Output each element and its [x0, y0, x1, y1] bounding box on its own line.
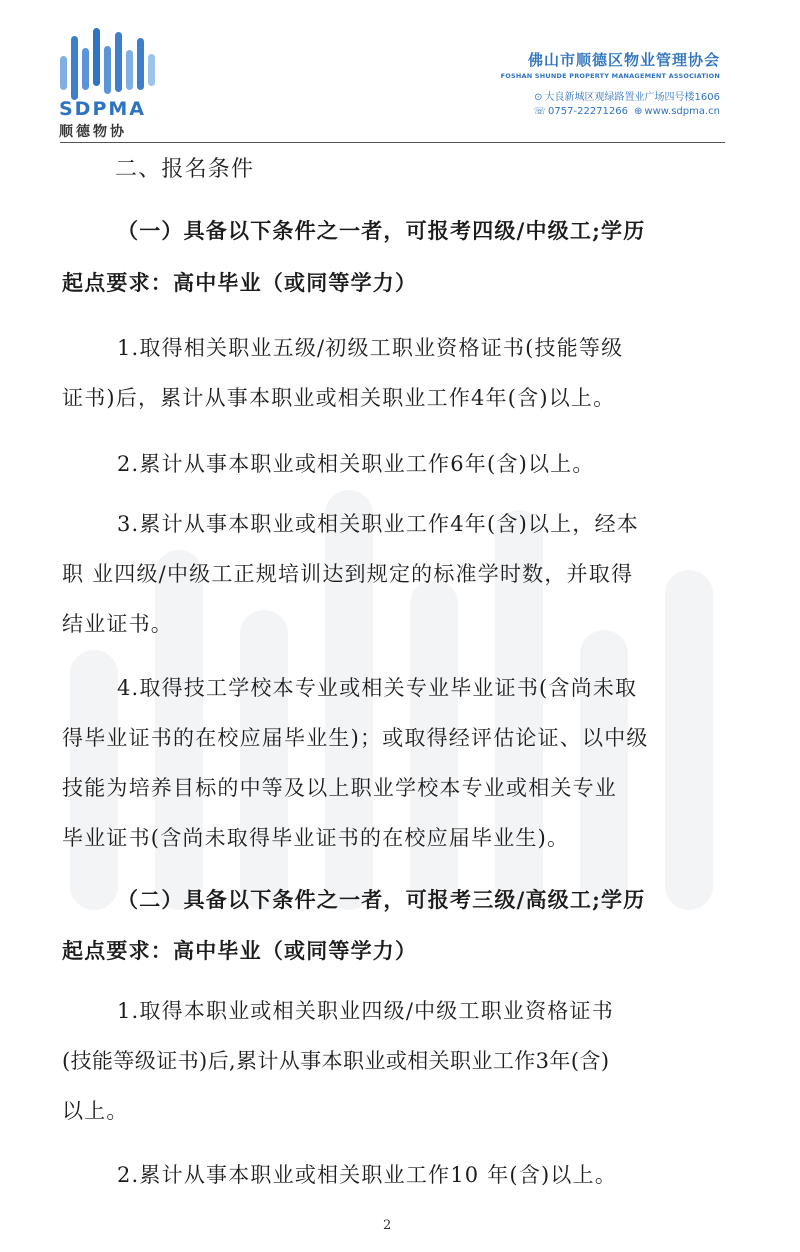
header-divider [60, 142, 725, 143]
paragraph-1-cont: 证书)后，累计从事本职业或相关职业工作4年(含)以上。 [62, 386, 616, 410]
address-text: 大良新城区观绿路置业广场四号楼1606 [544, 92, 720, 103]
logo-text: SDPMA [59, 98, 146, 120]
letterhead [0, 0, 800, 145]
globe-icon: ⊕ [634, 106, 643, 117]
phone-icon: ☏ [533, 106, 547, 117]
paragraph-3: 3.累计从事本职业或相关职业工作4年(含)以上，经本 [117, 512, 639, 536]
paragraph-5: 1.取得本职业或相关职业四级/中级工职业资格证书 [117, 999, 614, 1023]
page-number: 2 [383, 1218, 392, 1233]
sub-heading-1-cont: 起点要求：高中毕业（或同等学力） [62, 270, 418, 295]
phone-text: 0757-22271266 [548, 106, 629, 117]
paragraph-4-end: 毕业证书(含尚未取得毕业证书的在校应届毕业生)。 [62, 826, 570, 850]
sub-heading-2-cont: 起点要求：高中毕业（或同等学力） [62, 938, 418, 963]
paragraph-3-end: 结业证书。 [62, 612, 173, 636]
paragraph-5-cont: (技能等级证书)后,累计从事本职业或相关职业工作3年(含) [62, 1049, 610, 1073]
paragraph-2: 2.累计从事本职业或相关职业工作6年(含)以上。 [117, 452, 595, 476]
paragraph-5-end: 以上。 [62, 1099, 129, 1123]
paragraph-4: 4.取得技工学校本专业或相关专业毕业证书(含尚未取 [117, 676, 638, 700]
org-name-cn: 佛山市顺德区物业管理协会 [527, 51, 720, 69]
org-name-en: FOSHAN SHUNDE PROPERTY MANAGEMENT ASSOCIATION [500, 72, 720, 80]
org-block [501, 49, 720, 80]
section-title: 二、报名条件 [115, 157, 255, 182]
paragraph-6: 2.累计从事本职业或相关职业工作10 年(含)以上。 [117, 1163, 618, 1187]
sub-heading-2: （二）具备以下条件之一者，可报考三级/高级工;学历 [117, 887, 646, 912]
paragraph-1: 1.取得相关职业五级/初级工职业资格证书(技能等级 [117, 336, 624, 360]
sdpma-logo-icon [60, 28, 160, 100]
location-pin-icon: ⊙ [534, 92, 543, 103]
website-link[interactable]: www.sdpma.cn [644, 106, 720, 117]
org-contact [534, 106, 720, 117]
paragraph-4-cont2: 技能为培养目标的中等及以上职业学校本专业或相关专业 [62, 776, 617, 800]
paragraph-4-cont: 得毕业证书的在校应届毕业生)；或取得经评估论证、以中级 [62, 726, 649, 750]
paragraph-3-cont: 职 业四级/中级工正规培训达到规定的标准学时数，并取得 [62, 562, 634, 586]
org-address [534, 88, 720, 103]
sub-heading-1: （一）具备以下条件之一者，可报考四级/中级工;学历 [117, 218, 646, 243]
logo-cn: 顺德物协 [59, 124, 127, 140]
